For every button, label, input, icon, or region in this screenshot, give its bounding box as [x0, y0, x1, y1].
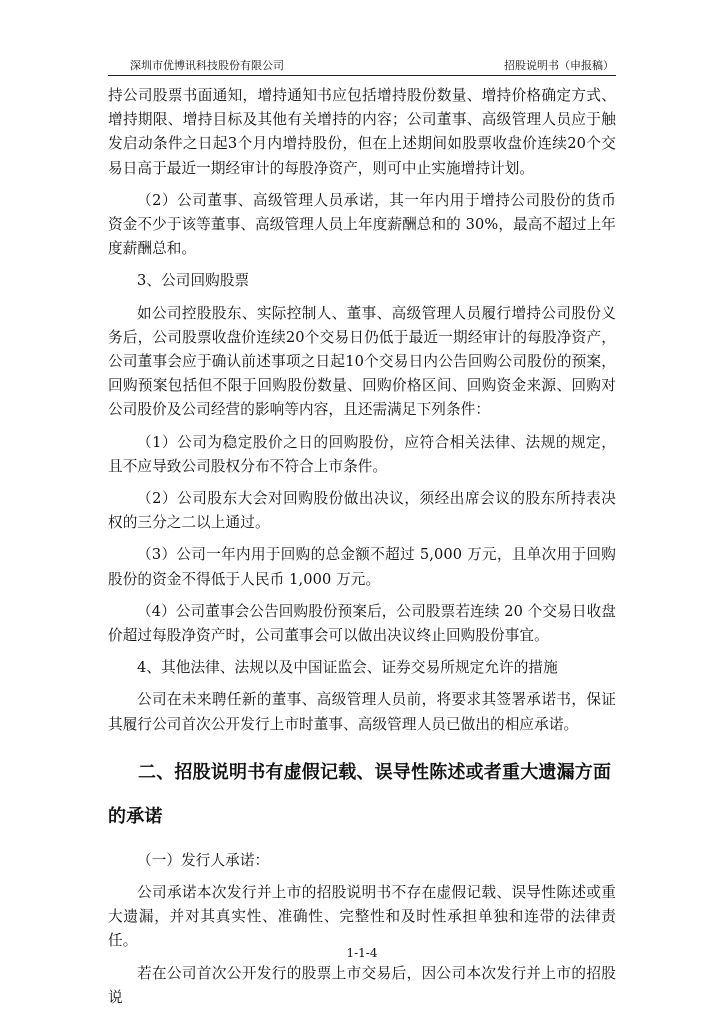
- paragraph-condition-3: （3）公司一年内用于回购的总金额不超过 5,000 万元，且单次用于回购股份的资金不得低于人民币 1,000 万元。: [108, 546, 616, 588]
- page-number: 1-1-4: [346, 946, 378, 960]
- paragraph-new-directors: 公司在未来聘任新的董事、高级管理人员前，将要求其签署承诺书，保证其履行公司首次公开发行上市时董事、高级管理人员已做出的相应承诺。: [108, 691, 616, 733]
- header-document-title: 招股说明书（申报稿）: [504, 59, 614, 72]
- subsection-title: （一）发行人承诺：: [137, 851, 270, 869]
- header-divider: [108, 75, 616, 76]
- heading-buyback: 3、公司回购股票: [137, 272, 250, 290]
- paragraph-issuer-continued: 若在公司首次公开发行的股票上市交易后，因公司本次发行并上市的招股说: [108, 964, 616, 1006]
- heading-other-measures: 4、其他法律、法规以及中国证监会、证券交易所规定允许的措施: [137, 659, 558, 677]
- paragraph-issuer-commitment: 公司承诺本次发行并上市的招股说明书不存在虚假记载、误导性陈述或重大遗漏，并对其真实性、准确性、完整性和及时性承担单独和连带的法律责任。: [108, 884, 616, 950]
- section-title: 二、招股说明书有虚假记载、误导性陈述或者重大遗漏方面的承诺: [108, 761, 612, 827]
- paragraph-condition-4: （4）公司董事会公告回购股份预案后，公司股票若连续 20 个交易日收盘价超过每股净资产时，公司董事会可以做出决议终止回购股份事宜。: [108, 602, 616, 645]
- paragraph-condition-2: （2）公司股东大会对回购股份做出决议，须经出席会议的股东所持表决权的三分之二以上通过。: [108, 490, 616, 532]
- header-company-name: 深圳市优博讯科技股份有限公司: [130, 59, 284, 72]
- paragraph-director-commitment: （2）公司董事、高级管理人员承诺，其一年内用于增持公司股份的货币资金不少于该等董事、高级管理人员上年度薪酬总和的 30%，最高不超过上年度薪酬总和。: [108, 191, 616, 258]
- page-body: [108, 84, 616, 1010]
- paragraph-buyback-intro: 如公司控股股东、实际控制人、董事、高级管理人员履行增持公司股份义务后，公司股票收盘价连续20个交易日仍低于最近一期经审计的每股净资产，公司董事会应于确认前述事项之日起10个交易日内公告回购公司股份的预案，回购预案包括但不限于回购股份数量、回购价格区间、回购资金来源、回购对公司股价及公司经营的影响等内容，且还需满足下列条件：: [108, 304, 616, 419]
- paragraph-continuation: 持公司股票书面通知，增持通知书应包括增持股份数量、增持价格确定方式、增持期限、增持目标及其他有关增持的内容；公司董事、高级管理人员应于触发启动条件之日起3个月内增持股份，但在上述期间如股票收盘价连续20个交易日高于最近一期经审计的每股净资产，则可中止实施增持计划。: [108, 87, 616, 177]
- paragraph-condition-1: （1）公司为稳定股价之日的回购股份，应符合相关法律、法规的规定，且不应导致公司股权分布不符合上市条件。: [108, 433, 616, 475]
